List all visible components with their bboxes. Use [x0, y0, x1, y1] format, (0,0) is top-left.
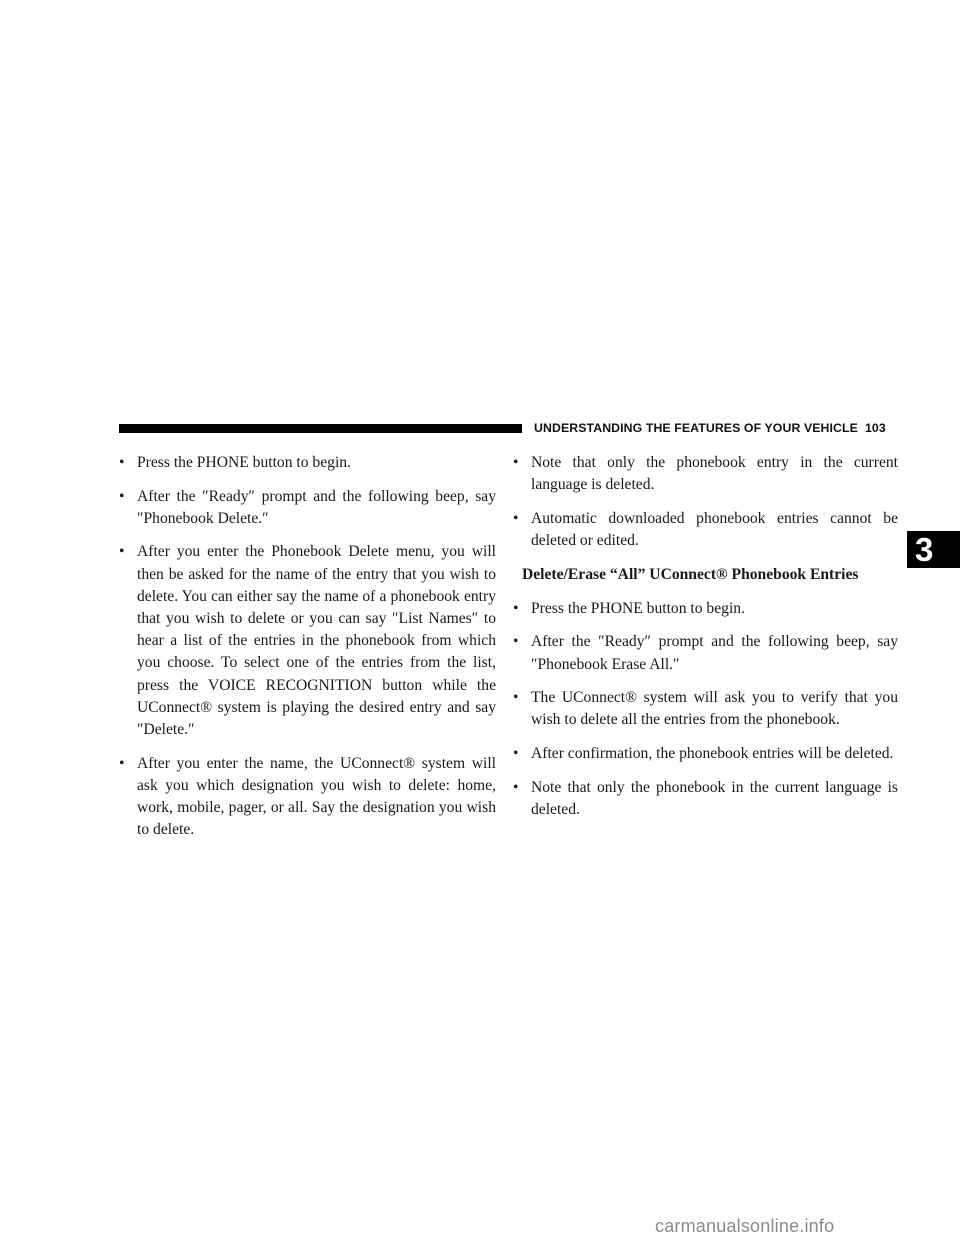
list-item — [512, 508, 898, 552]
list-item-text: Press the PHONE button to begin. — [531, 599, 745, 617]
bullet-icon: • — [513, 633, 519, 651]
list-item-text: After the ″Ready″ prompt and the following beep, say ″Phonebook Erase All.″ — [531, 633, 898, 673]
list-item — [512, 631, 898, 675]
bullet-icon: • — [513, 599, 519, 617]
list-item-text: Note that only the phonebook in the current language is deleted. — [531, 778, 898, 818]
bullet-icon: • — [513, 689, 519, 707]
list-item — [512, 452, 898, 496]
list-item-text: After you enter the name, the UConnect® system will ask you which designation you wish to delete: home, work, mobile, pager, or all. Say the designation you wish to delete. — [137, 754, 496, 839]
footer-watermark: carmanualsonline.info — [655, 1216, 835, 1236]
list-item — [118, 541, 496, 741]
bullet-icon: • — [119, 454, 125, 471]
list-item — [512, 687, 898, 731]
list-item-text: Note that only the phonebook entry in the current language is deleted. — [531, 454, 898, 494]
list-item-text: After confirmation, the phonebook entries will be deleted. — [531, 744, 894, 762]
chapter-tab: 3 — [907, 531, 960, 568]
list-item — [118, 753, 496, 842]
list-item — [118, 486, 496, 530]
bullet-icon: • — [513, 744, 519, 762]
left-column — [118, 452, 496, 853]
bullet-icon: • — [119, 754, 125, 772]
running-header-title: UNDERSTANDING THE FEATURES OF YOUR VEHICLE — [534, 421, 858, 435]
bullet-icon: • — [513, 509, 519, 527]
list-item-text: Automatic downloaded phonebook entries cannot be deleted or edited. — [531, 509, 898, 549]
bullet-icon: • — [119, 487, 125, 505]
bullet-icon: • — [119, 543, 125, 561]
list-item — [512, 598, 898, 620]
list-item-text: The UConnect® system will ask you to verify that you wish to delete all the entries from the phonebook. — [531, 689, 898, 729]
section-heading: Delete/Erase “All” UConnect® Phonebook Entries — [522, 565, 859, 583]
list-item — [118, 452, 496, 474]
list-item — [512, 777, 898, 821]
list-item-text: After the ″Ready″ prompt and the following beep, say ″Phonebook Delete.″ — [137, 487, 496, 527]
bullet-icon: • — [513, 778, 519, 796]
right-column — [512, 452, 898, 832]
page-number: 103 — [864, 421, 886, 435]
header-rule — [119, 424, 522, 433]
list-item-text: Press the PHONE button to begin. — [137, 454, 351, 471]
bullet-icon: • — [513, 454, 519, 471]
list-item — [512, 743, 898, 765]
list-item-text: After you enter the Phonebook Delete menu, you will then be asked for the name of the entry that you wish to delete. You can either say the name of a phonebook entry that you wish to delete or you can say ″List Names″ to hear a list of the entries in the phonebook from which you choose. To select one of the entries from the list, press the VOICE RECOGNITION button while the UConnect® system is playing the desired entry and say ″Delete.″ — [137, 543, 496, 739]
running-header — [534, 421, 886, 435]
